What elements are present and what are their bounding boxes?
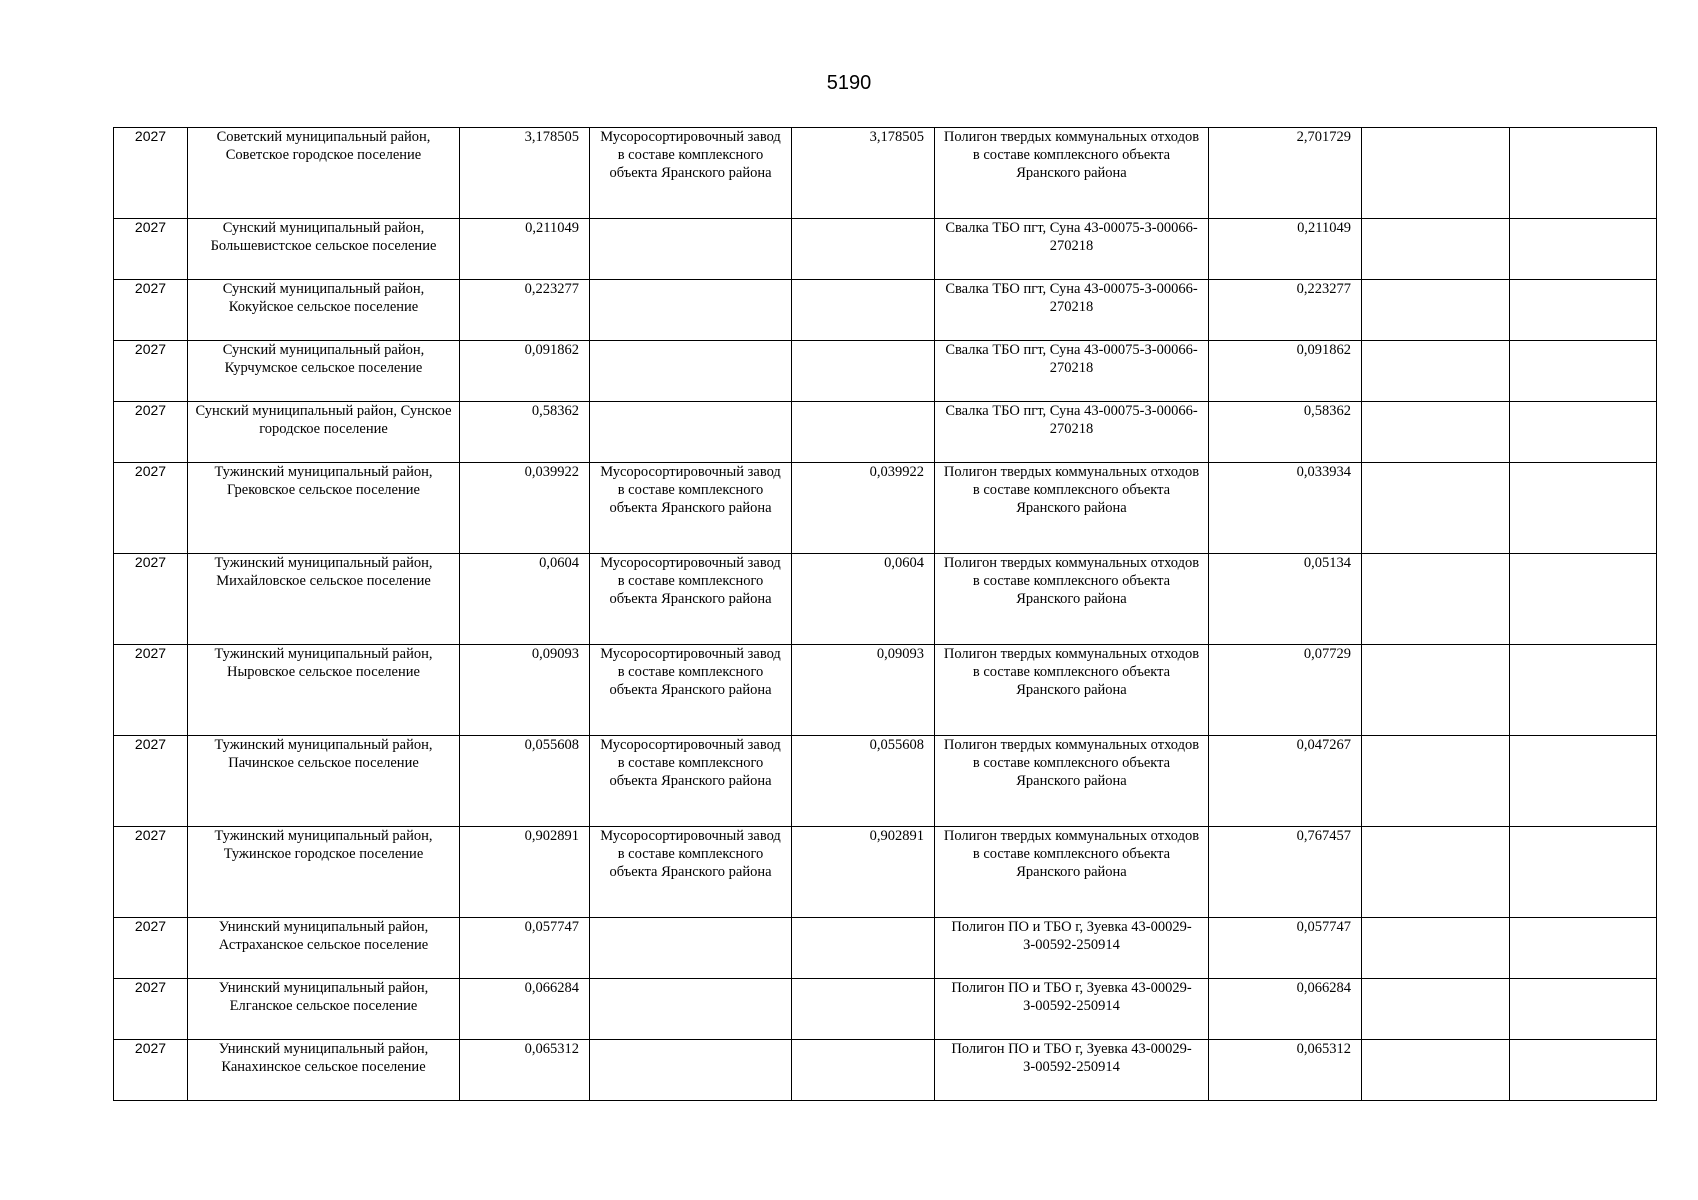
amount-value: 0,057747 xyxy=(524,919,579,935)
sorting-amount-value: 0,0604 xyxy=(884,555,924,571)
empty-cell xyxy=(1510,979,1657,1040)
amount-value: 0,0604 xyxy=(539,555,579,571)
disposal-facility-text: Свалка ТБО пгт, Суна 43-00075-З-00066-270218 xyxy=(945,281,1198,315)
empty-cell xyxy=(1362,645,1510,736)
municipality-cell xyxy=(188,1040,460,1101)
table-row xyxy=(114,554,1657,645)
year-cell: 2027 xyxy=(114,402,188,463)
sorting-amount-cell xyxy=(792,918,935,979)
sorting-amount-cell xyxy=(792,645,935,736)
disposal-amount-cell xyxy=(1209,128,1362,219)
sorting-amount-value: 0,902891 xyxy=(869,828,924,844)
disposal-facility-text: Полигон ПО и ТБО г, Зуевка 43-00029-З-00592-250914 xyxy=(951,919,1192,953)
sorting-facility-text: Мусоросортировочный завод в составе комплексного объекта Яранского района xyxy=(600,555,781,607)
empty-cell xyxy=(1362,280,1510,341)
table-row xyxy=(114,979,1657,1040)
sorting-amount-value: 0,055608 xyxy=(869,737,924,753)
disposal-amount-cell xyxy=(1209,1040,1362,1101)
sorting-facility-cell xyxy=(590,645,792,736)
amount-cell xyxy=(460,736,590,827)
municipality-cell xyxy=(188,219,460,280)
disposal-amount-cell xyxy=(1209,341,1362,402)
amount-cell xyxy=(460,918,590,979)
amount-cell xyxy=(460,463,590,554)
disposal-amount-value: 0,057747 xyxy=(1296,919,1351,935)
disposal-facility-cell xyxy=(935,280,1209,341)
municipality-cell xyxy=(188,979,460,1040)
empty-cell xyxy=(1362,554,1510,645)
disposal-facility-cell xyxy=(935,219,1209,280)
municipality-text: Советский муниципальный район, Советское городское поселение xyxy=(216,129,431,163)
disposal-amount-cell xyxy=(1209,979,1362,1040)
empty-cell xyxy=(1510,402,1657,463)
amount-cell xyxy=(460,645,590,736)
disposal-amount-value: 2,701729 xyxy=(1296,129,1351,145)
empty-cell xyxy=(1510,736,1657,827)
amount-cell xyxy=(460,554,590,645)
disposal-facility-text: Свалка ТБО пгт, Суна 43-00075-З-00066-270218 xyxy=(945,342,1198,376)
amount-value: 0,58362 xyxy=(531,403,579,419)
disposal-facility-text: Полигон твердых коммунальных отходов в составе комплексного объекта Яранского района xyxy=(943,464,1200,516)
sorting-facility-text: Мусоросортировочный завод в составе комплексного объекта Яранского района xyxy=(600,646,781,698)
disposal-facility-cell xyxy=(935,918,1209,979)
disposal-facility-cell xyxy=(935,827,1209,918)
empty-cell xyxy=(1510,827,1657,918)
table-row xyxy=(114,280,1657,341)
disposal-amount-value: 0,07729 xyxy=(1303,646,1351,662)
municipality-text: Сунский муниципальный район, Кокуйское сельское поселение xyxy=(222,281,425,315)
table-row xyxy=(114,827,1657,918)
disposal-facility-text: Полигон твердых коммунальных отходов в составе комплексного объекта Яранского района xyxy=(943,646,1200,698)
municipality-text: Тужинский муниципальный район, Грековское сельское поселение xyxy=(214,464,433,498)
municipality-cell xyxy=(188,280,460,341)
disposal-facility-cell xyxy=(935,128,1209,219)
disposal-facility-text: Полигон твердых коммунальных отходов в составе комплексного объекта Яранского района xyxy=(943,129,1200,181)
disposal-amount-value: 0,033934 xyxy=(1296,464,1351,480)
year-cell: 2027 xyxy=(114,341,188,402)
municipality-cell xyxy=(188,341,460,402)
disposal-amount-cell xyxy=(1209,827,1362,918)
year-cell: 2027 xyxy=(114,280,188,341)
amount-cell xyxy=(460,341,590,402)
amount-value: 0,065312 xyxy=(524,1041,579,1057)
sorting-amount-cell xyxy=(792,402,935,463)
sorting-facility-cell xyxy=(590,219,792,280)
sorting-facility-text: Мусоросортировочный завод в составе комплексного объекта Яранского района xyxy=(600,129,781,181)
empty-cell xyxy=(1362,736,1510,827)
amount-cell xyxy=(460,128,590,219)
year-cell: 2027 xyxy=(114,918,188,979)
year-cell: 2027 xyxy=(114,463,188,554)
table-row xyxy=(114,341,1657,402)
empty-cell xyxy=(1510,1040,1657,1101)
empty-cell xyxy=(1510,128,1657,219)
amount-cell xyxy=(460,827,590,918)
empty-cell xyxy=(1510,918,1657,979)
empty-cell xyxy=(1362,918,1510,979)
sorting-facility-cell xyxy=(590,1040,792,1101)
sorting-amount-cell xyxy=(792,554,935,645)
empty-cell xyxy=(1510,280,1657,341)
empty-cell xyxy=(1510,645,1657,736)
sorting-facility-cell xyxy=(590,341,792,402)
sorting-facility-cell xyxy=(590,827,792,918)
table-row xyxy=(114,219,1657,280)
year-cell: 2027 xyxy=(114,979,188,1040)
sorting-amount-cell xyxy=(792,341,935,402)
amount-value: 3,178505 xyxy=(524,129,579,145)
municipality-text: Тужинский муниципальный район, Михайловское сельское поселение xyxy=(214,555,433,589)
sorting-facility-cell xyxy=(590,402,792,463)
disposal-amount-value: 0,223277 xyxy=(1296,281,1351,297)
sorting-facility-cell xyxy=(590,736,792,827)
disposal-facility-text: Полигон твердых коммунальных отходов в составе комплексного объекта Яранского района xyxy=(943,555,1200,607)
empty-cell xyxy=(1362,463,1510,554)
sorting-facility-cell xyxy=(590,554,792,645)
empty-cell xyxy=(1510,463,1657,554)
empty-cell xyxy=(1510,219,1657,280)
year-cell: 2027 xyxy=(114,736,188,827)
disposal-amount-value: 0,211049 xyxy=(1297,220,1351,236)
year-cell: 2027 xyxy=(114,1040,188,1101)
municipality-text: Сунский муниципальный район, Курчумское сельское поселение xyxy=(222,342,425,376)
page-number: 5190 xyxy=(826,72,872,94)
sorting-amount-cell xyxy=(792,463,935,554)
disposal-amount-cell xyxy=(1209,736,1362,827)
disposal-amount-value: 0,066284 xyxy=(1296,980,1351,996)
empty-cell xyxy=(1362,219,1510,280)
disposal-amount-value: 0,065312 xyxy=(1296,1041,1351,1057)
municipality-text: Унинский муниципальный район, Канахинское сельское поселение xyxy=(218,1041,429,1075)
municipality-text: Сунский муниципальный район, Большевистское сельское поселение xyxy=(210,220,437,254)
sorting-facility-cell xyxy=(590,918,792,979)
disposal-facility-text: Полигон ПО и ТБО г, Зуевка 43-00029-З-00592-250914 xyxy=(951,980,1192,1014)
sorting-amount-cell xyxy=(792,979,935,1040)
municipality-text: Тужинский муниципальный район, Пачинское сельское поселение xyxy=(214,737,433,771)
sorting-amount-cell xyxy=(792,128,935,219)
municipality-text: Тужинский муниципальный район, Ныровское сельское поселение xyxy=(214,646,433,680)
empty-cell xyxy=(1510,554,1657,645)
disposal-facility-cell xyxy=(935,979,1209,1040)
table-row xyxy=(114,402,1657,463)
sorting-amount-value: 0,09093 xyxy=(876,646,924,662)
empty-cell xyxy=(1362,341,1510,402)
disposal-amount-cell xyxy=(1209,918,1362,979)
amount-value: 0,039922 xyxy=(524,464,579,480)
municipality-cell xyxy=(188,645,460,736)
disposal-amount-cell xyxy=(1209,280,1362,341)
year-cell: 2027 xyxy=(114,645,188,736)
disposal-facility-text: Свалка ТБО пгт, Суна 43-00075-З-00066-270218 xyxy=(945,220,1198,254)
sorting-amount-cell xyxy=(792,1040,935,1101)
disposal-facility-cell xyxy=(935,1040,1209,1101)
sorting-facility-text: Мусоросортировочный завод в составе комплексного объекта Яранского района xyxy=(600,464,781,516)
year-cell: 2027 xyxy=(114,219,188,280)
sorting-facility-cell xyxy=(590,979,792,1040)
empty-cell xyxy=(1362,979,1510,1040)
disposal-facility-cell xyxy=(935,645,1209,736)
sorting-amount-value: 3,178505 xyxy=(869,129,924,145)
disposal-facility-cell xyxy=(935,463,1209,554)
amount-value: 0,091862 xyxy=(524,342,579,358)
sorting-amount-value: 0,039922 xyxy=(869,464,924,480)
sorting-facility-text: Мусоросортировочный завод в составе комплексного объекта Яранского района xyxy=(600,828,781,880)
municipality-cell xyxy=(188,463,460,554)
disposal-amount-cell xyxy=(1209,402,1362,463)
sorting-amount-cell xyxy=(792,827,935,918)
municipality-cell xyxy=(188,736,460,827)
amount-value: 0,055608 xyxy=(524,737,579,753)
disposal-facility-cell xyxy=(935,341,1209,402)
empty-cell xyxy=(1362,827,1510,918)
municipality-cell xyxy=(188,402,460,463)
year-cell: 2027 xyxy=(114,827,188,918)
disposal-amount-value: 0,767457 xyxy=(1296,828,1351,844)
amount-value: 0,09093 xyxy=(531,646,579,662)
waste-flow-table xyxy=(113,127,1657,1101)
table-row xyxy=(114,463,1657,554)
disposal-facility-cell xyxy=(935,554,1209,645)
municipality-cell xyxy=(188,918,460,979)
municipality-text: Тужинский муниципальный район, Тужинское городское поселение xyxy=(214,828,433,862)
amount-cell xyxy=(460,979,590,1040)
empty-cell xyxy=(1362,128,1510,219)
disposal-amount-cell xyxy=(1209,463,1362,554)
amount-value: 0,223277 xyxy=(524,281,579,297)
disposal-facility-text: Полигон ПО и ТБО г, Зуевка 43-00029-З-00592-250914 xyxy=(951,1041,1192,1075)
disposal-facility-text: Полигон твердых коммунальных отходов в составе комплексного объекта Яранского района xyxy=(943,737,1200,789)
sorting-facility-cell xyxy=(590,128,792,219)
municipality-text: Сунский муниципальный район, Сунское городское поселение xyxy=(195,403,452,437)
disposal-facility-text: Полигон твердых коммунальных отходов в составе комплексного объекта Яранского района xyxy=(943,828,1200,880)
table-row xyxy=(114,1040,1657,1101)
amount-cell xyxy=(460,1040,590,1101)
municipality-cell xyxy=(188,827,460,918)
table-row xyxy=(114,128,1657,219)
sorting-amount-cell xyxy=(792,280,935,341)
table-row xyxy=(114,645,1657,736)
year-cell: 2027 xyxy=(114,128,188,219)
empty-cell xyxy=(1510,341,1657,402)
disposal-facility-cell xyxy=(935,402,1209,463)
municipality-text: Унинский муниципальный район, Елганское сельское поселение xyxy=(218,980,429,1014)
amount-value: 0,211049 xyxy=(525,220,579,236)
disposal-facility-text: Свалка ТБО пгт, Суна 43-00075-З-00066-270218 xyxy=(945,403,1198,437)
amount-value: 0,902891 xyxy=(524,828,579,844)
empty-cell xyxy=(1362,402,1510,463)
sorting-amount-cell xyxy=(792,736,935,827)
amount-value: 0,066284 xyxy=(524,980,579,996)
sorting-facility-cell xyxy=(590,280,792,341)
amount-cell xyxy=(460,219,590,280)
amount-cell xyxy=(460,402,590,463)
disposal-amount-value: 0,047267 xyxy=(1296,737,1351,753)
municipality-cell xyxy=(188,128,460,219)
disposal-amount-value: 0,58362 xyxy=(1303,403,1351,419)
municipality-text: Унинский муниципальный район, Астраханское сельское поселение xyxy=(218,919,429,953)
amount-cell xyxy=(460,280,590,341)
municipality-cell xyxy=(188,554,460,645)
empty-cell xyxy=(1362,1040,1510,1101)
sorting-amount-cell xyxy=(792,219,935,280)
disposal-amount-cell xyxy=(1209,645,1362,736)
disposal-amount-cell xyxy=(1209,219,1362,280)
table-body xyxy=(114,128,1657,1101)
table-row xyxy=(114,736,1657,827)
table-row xyxy=(114,918,1657,979)
disposal-amount-value: 0,05134 xyxy=(1303,555,1351,571)
sorting-facility-cell xyxy=(590,463,792,554)
disposal-amount-cell xyxy=(1209,554,1362,645)
sorting-facility-text: Мусоросортировочный завод в составе комплексного объекта Яранского района xyxy=(600,737,781,789)
year-cell: 2027 xyxy=(114,554,188,645)
disposal-amount-value: 0,091862 xyxy=(1296,342,1351,358)
disposal-facility-cell xyxy=(935,736,1209,827)
